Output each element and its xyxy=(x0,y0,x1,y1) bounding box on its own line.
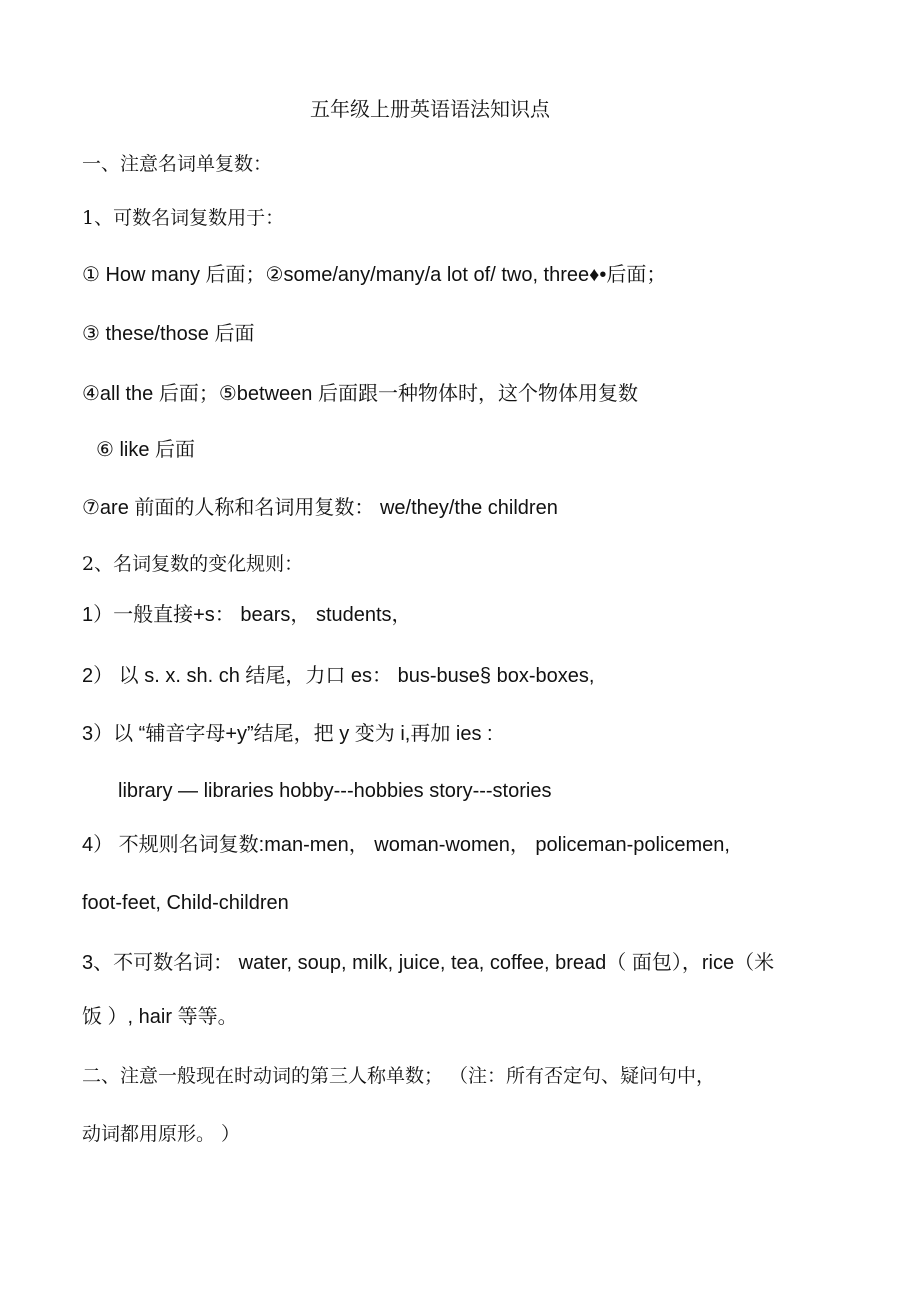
section-heading-nouns: 一、注意名词单复数： xyxy=(82,153,273,175)
plural-rule-3-examples: library — libraries hobby---hobbies story---stories xyxy=(118,780,552,802)
plural-rule-4-continued: foot-feet, Child-children xyxy=(82,892,289,914)
subheading-plural-rules: 2、名词复数的变化规则： xyxy=(82,553,304,575)
plural-rule-4: 4） 不规则名词复数:man-men， woman-women， policeman-policemen, xyxy=(82,834,730,856)
plural-rule-2: 2） 以 s. x. sh. ch 结尾，力口 es： bus-buse§ box-boxes, xyxy=(82,665,595,687)
uncountable-nouns-continued: 饭 ）, hair 等等。 xyxy=(82,1006,238,1028)
uncountable-nouns: 3、不可数名词： water, soup, milk, juice, tea, coffee, bread（ 面包），rice（米 xyxy=(82,952,775,974)
rule-line-6: ⑥ like 后面 xyxy=(96,439,196,461)
rule-line-1-2: ① How many 后面；②some/any/many/a lot of/ two, three♦•后面； xyxy=(82,264,667,286)
section-heading-verbs-continued: 动词都用原形。 ） xyxy=(82,1123,241,1145)
rule-line-7: ⑦are 前面的人称和名词用复数： we/they/the children xyxy=(82,497,558,519)
plural-rule-3: 3）以 “辅音字母+y”结尾，把 y 变为 i,再加 ies : xyxy=(82,723,493,745)
rule-line-3: ③ these/those 后面 xyxy=(82,323,255,345)
plural-rule-1: 1）一般直接+s： bears， students， xyxy=(82,604,412,626)
section-heading-verbs: 二、注意一般现在时动词的第三人称单数； （注：所有否定句、疑问句中， xyxy=(82,1065,716,1087)
rule-line-4-5: ④all the 后面；⑤between 后面跟一种物体时，这个物体用复数 xyxy=(82,383,638,405)
subheading-countable-plural: 1、可数名词复数用于： xyxy=(82,207,285,229)
page-title: 五年级上册英语语法知识点 xyxy=(310,97,550,121)
